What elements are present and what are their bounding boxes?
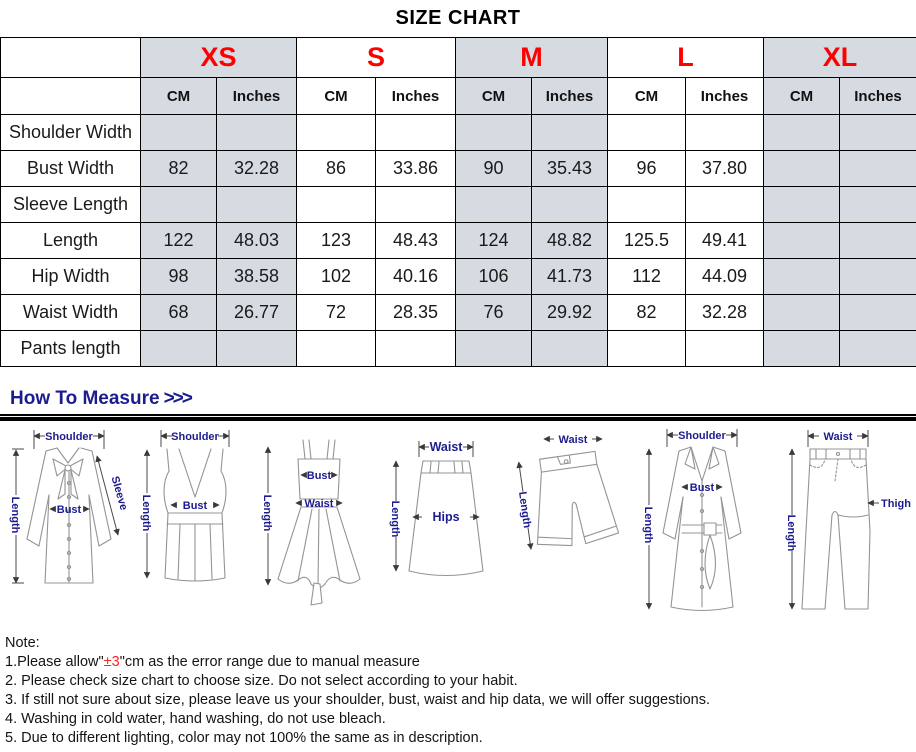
measure-figures [0,421,916,625]
cell: 125.5 [608,223,686,259]
cell: 68 [141,295,217,331]
cell: 26.77 [217,295,297,331]
row-label: Bust Width [1,151,141,187]
cell [456,331,532,367]
corner-cell-2 [1,78,141,115]
cell: 124 [456,223,532,259]
cell [840,223,916,259]
notes-heading: Note: [5,635,40,651]
blouse-shoulder-label: Shoulder [45,431,93,443]
unit-m-inches: Inches [532,78,608,115]
cell [376,115,456,151]
cell [608,187,686,223]
row-label: Waist Width [1,295,141,331]
size-header-xs: XS [141,38,297,78]
skirt-waist-label: Waist [429,440,463,454]
size-header-row [1,38,916,78]
cell: 49.41 [686,223,764,259]
cell [608,331,686,367]
cell [840,259,916,295]
how-to-measure-heading [0,388,916,414]
cell: 32.28 [217,151,297,187]
cell: 106 [456,259,532,295]
pants-waist-label: Waist [823,431,853,443]
cell [217,331,297,367]
skirt-length-label: Length [389,500,401,538]
blouse-sleeve-label: Sleeve [108,474,130,512]
note-item-2: 2. Please check size chart to choose size. Do not select according to your habit. [5,673,518,689]
size-header-l: L [608,38,764,78]
cell [376,187,456,223]
table-row-sleeve-length [1,187,916,223]
cell [532,187,608,223]
cell: 82 [608,295,686,331]
tank-shoulder-label: Shoulder [171,431,219,443]
dress-drawing [256,423,382,623]
note-item-3: 3. If still not sure about size, please leave us your shoulder, bust, waist and hip data, we will offer suggestions. [5,692,710,708]
cell [141,187,217,223]
cell [686,187,764,223]
coat-bust-label: Bust [689,482,715,494]
cell: 29.92 [532,295,608,331]
cell: 90 [456,151,532,187]
shorts-waist-label: Waist [558,434,588,446]
cell [764,187,840,223]
skirt-drawing [383,423,509,623]
row-label: Shoulder Width [1,115,141,151]
cell: 102 [297,259,376,295]
unit-xl-inches: Inches [840,78,916,115]
cell [141,115,217,151]
cell: 96 [608,151,686,187]
size-header-m: M [456,38,608,78]
unit-l-cm: CM [608,78,686,115]
cell [297,115,376,151]
page-title: SIZE CHART [395,7,521,29]
table-row-bust-width [1,151,916,187]
cell [141,331,217,367]
cell: 123 [297,223,376,259]
cell [764,151,840,187]
table-row-length [1,223,916,259]
row-label: Length [1,223,141,259]
dress-waist-label: Waist [304,498,334,510]
cell [608,115,686,151]
blouse-length-label: Length [9,496,21,534]
cell [217,187,297,223]
cell: 76 [456,295,532,331]
cell [297,331,376,367]
blouse-bust-label: Bust [56,504,82,516]
cell: 48.82 [532,223,608,259]
cell [686,115,764,151]
note-1-suffix: "cm as the error range due to manual measure [119,654,420,670]
row-label: Hip Width [1,259,141,295]
note-1-tolerance: ±3 [103,654,120,670]
section-divider [0,414,916,421]
note-item-1 [5,653,916,672]
cell: 37.80 [686,151,764,187]
cell [840,295,916,331]
cell: 112 [608,259,686,295]
tank-length-label: Length [140,494,152,532]
skirt-hips-label: Hips [432,510,460,524]
cell [840,187,916,223]
cell [456,187,532,223]
cell: 122 [141,223,217,259]
unit-xs-inches: Inches [217,78,297,115]
unit-header-row [1,78,916,115]
cell [297,187,376,223]
unit-xs-cm: CM [141,78,217,115]
coat-shoulder-label: Shoulder [678,430,726,442]
row-label: Sleeve Length [1,187,141,223]
cell [764,331,840,367]
table-row-waist-width [1,295,916,331]
note-item-5: 5. Due to different lighting, color may not 100% the same as in description. [5,730,483,746]
cell [764,259,840,295]
cell: 86 [297,151,376,187]
cell: 28.35 [376,295,456,331]
cell: 44.09 [686,259,764,295]
unit-s-cm: CM [297,78,376,115]
row-label: Pants length [1,331,141,367]
unit-s-inches: Inches [376,78,456,115]
pants-length-label: Length [785,514,797,552]
cell: 72 [297,295,376,331]
cell [840,331,916,367]
cell: 48.43 [376,223,456,259]
cell [456,115,532,151]
note-1-prefix: 1.Please allow" [5,654,104,670]
cell: 40.16 [376,259,456,295]
cell: 38.58 [217,259,297,295]
cell [764,295,840,331]
size-header-xl: XL [764,38,916,78]
cell: 35.43 [532,151,608,187]
cell: 33.86 [376,151,456,187]
dress-length-label: Length [261,494,273,532]
table-row-shoulder-width [1,115,916,151]
how-to-measure-text: How To Measure [10,388,160,409]
corner-cell [1,38,141,78]
shorts-drawing [510,423,636,623]
chevrons-right-icon: >>> [163,388,191,409]
unit-m-cm: CM [456,78,532,115]
cell [764,223,840,259]
tank-bust-label: Bust [182,500,208,512]
dress-bust-label: Bust [306,470,332,482]
size-header-s: S [297,38,456,78]
coat-drawing [637,423,767,623]
cell [532,115,608,151]
cell [764,115,840,151]
pants-thigh-label: Thigh [881,498,911,510]
blouse-drawing [4,423,134,623]
pants-drawing [768,423,912,623]
table-row-pants-length [1,331,916,367]
cell [376,331,456,367]
note-item-4: 4. Washing in cold water, hand washing, do not use bleach. [5,711,386,727]
cell: 32.28 [686,295,764,331]
notes-section [0,625,916,748]
size-table [0,37,916,367]
unit-l-inches: Inches [686,78,764,115]
cell [217,115,297,151]
cell [532,331,608,367]
cell: 48.03 [217,223,297,259]
unit-xl-cm: CM [764,78,840,115]
cell: 41.73 [532,259,608,295]
table-row-hip-width [1,259,916,295]
coat-length-label: Length [642,506,654,544]
cell [686,331,764,367]
cell: 98 [141,259,217,295]
cell [840,115,916,151]
shorts-length-label: Length [515,490,533,529]
tank-top-drawing [135,423,255,623]
cell [840,151,916,187]
cell: 82 [141,151,217,187]
